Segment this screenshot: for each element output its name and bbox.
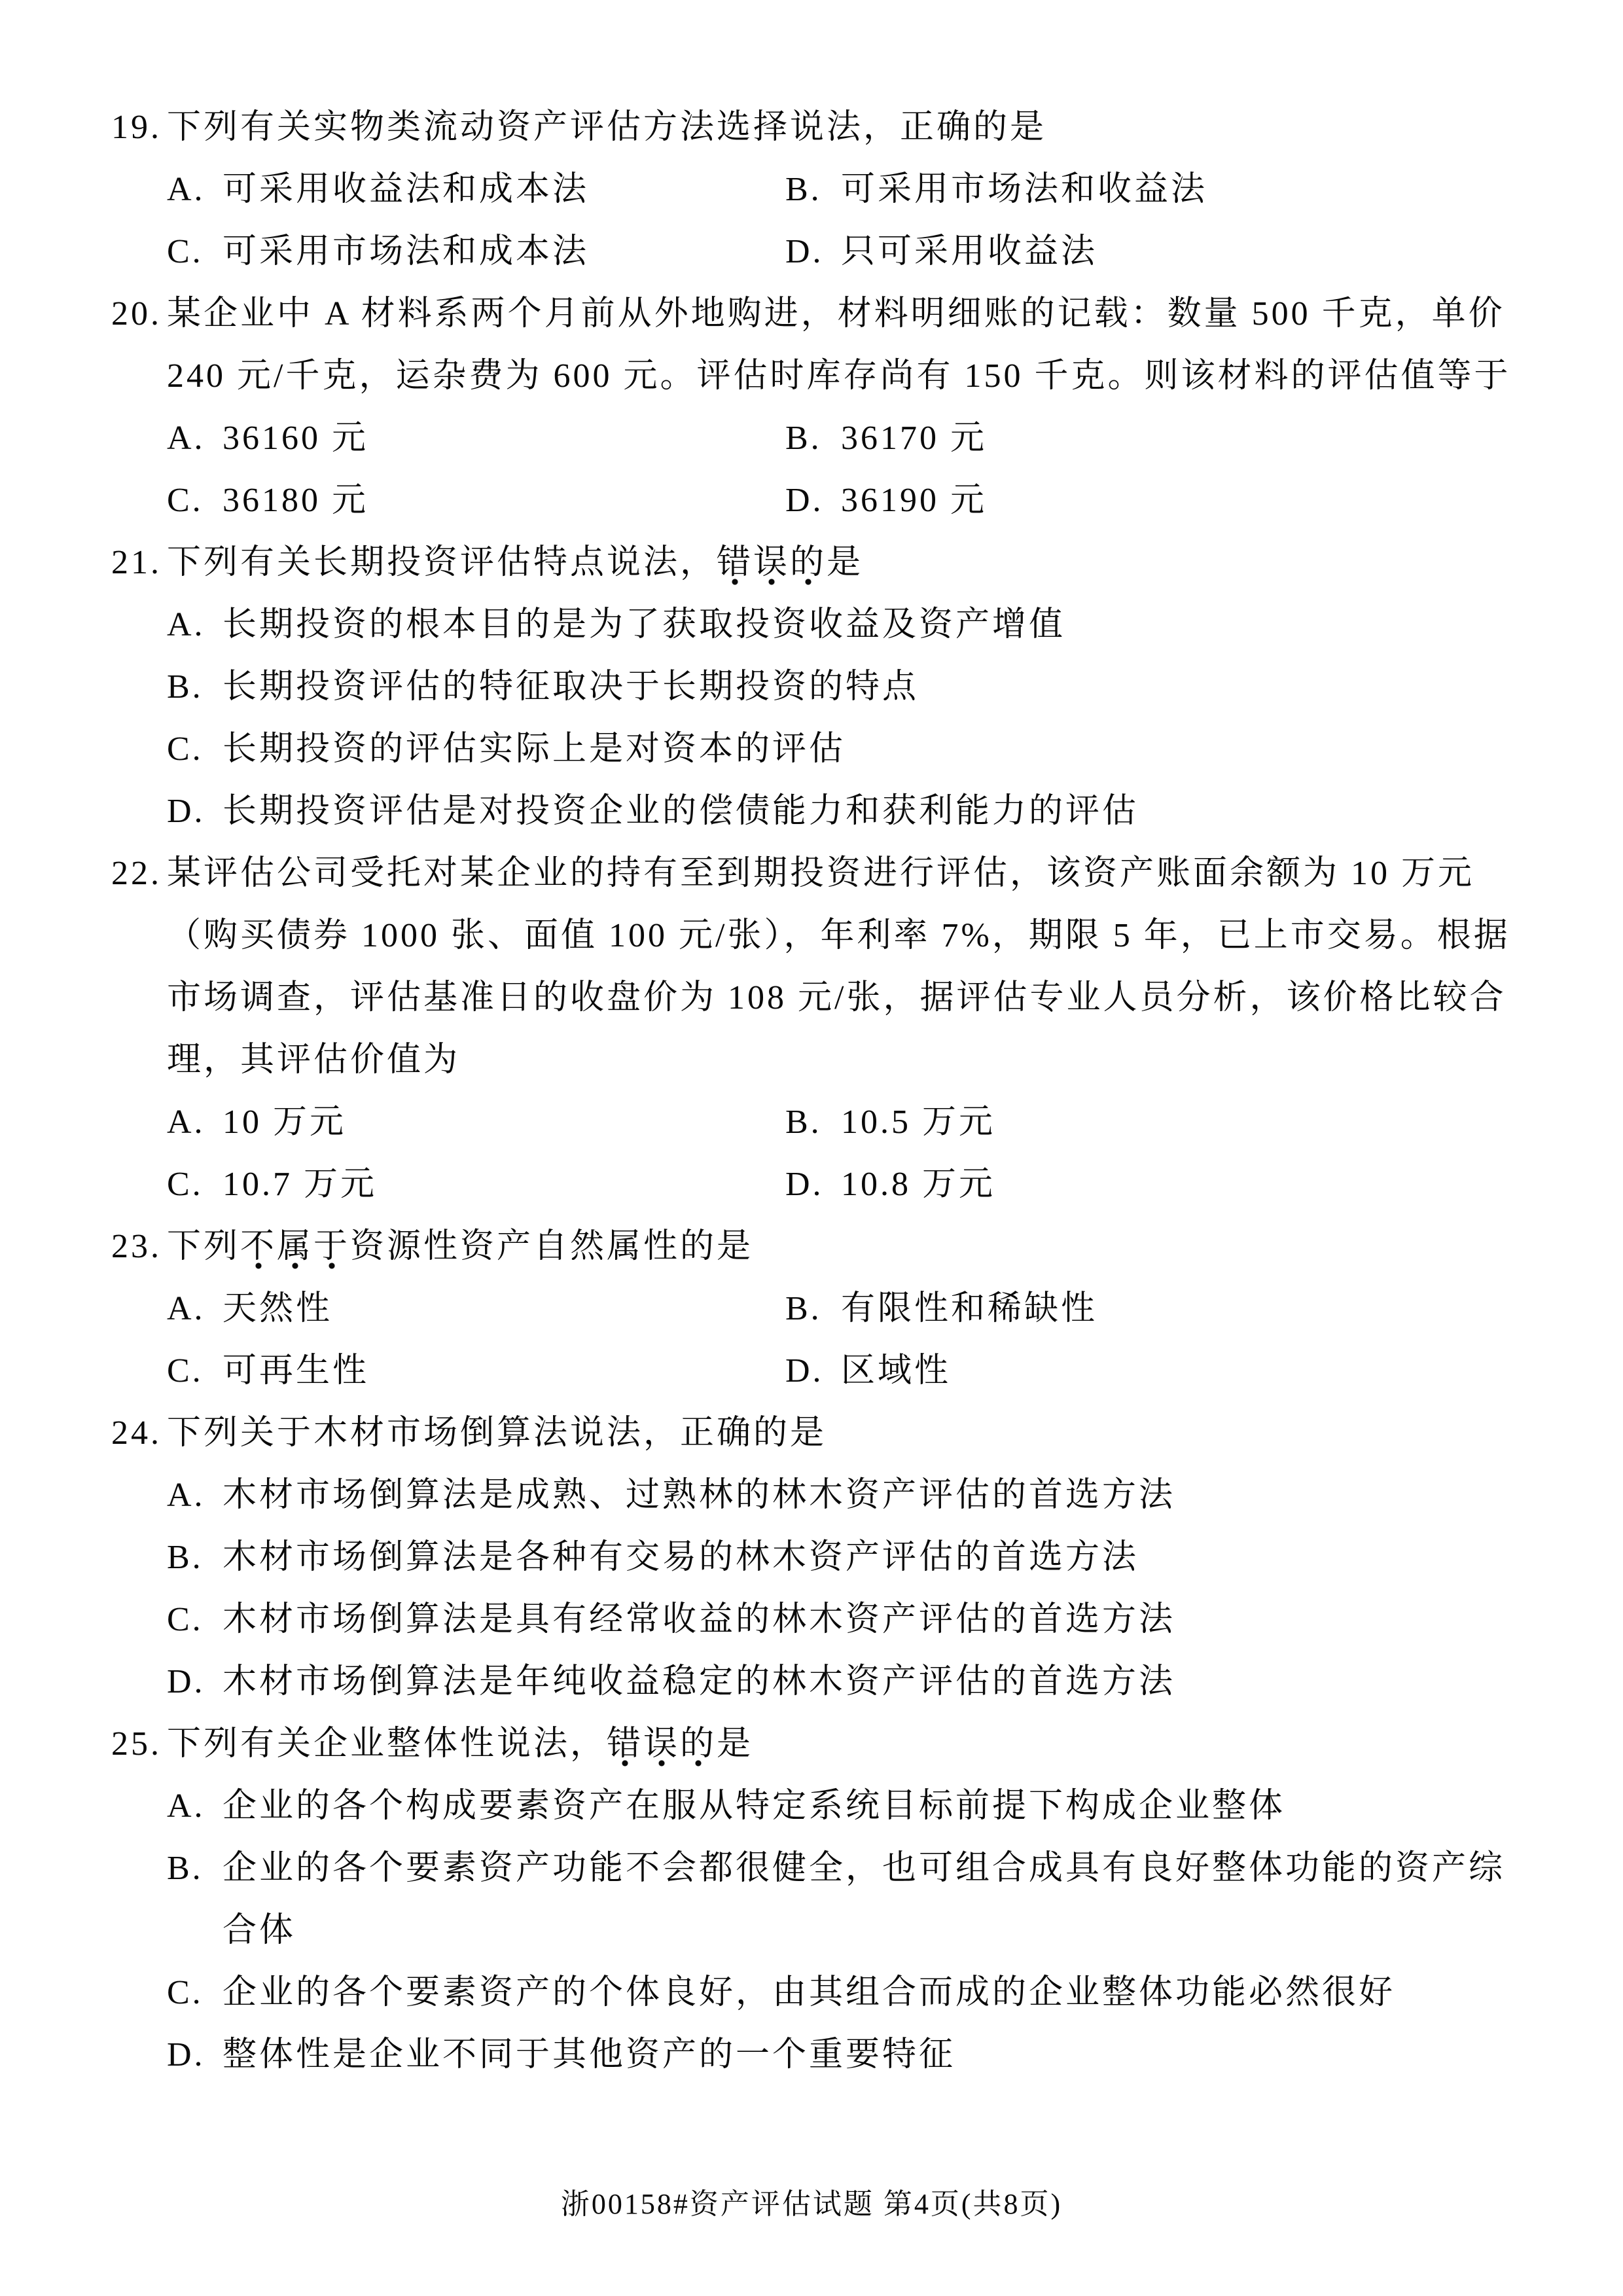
option-letter: A.: [167, 1477, 205, 1514]
option-letter: B.: [785, 1290, 822, 1327]
option-text: 可再生性: [223, 1352, 370, 1390]
option-text: 合体: [223, 1912, 296, 1949]
option-row: [167, 469, 1535, 531]
option-letter: B.: [167, 668, 204, 706]
option-text: 木材市场倒算法是年纯收益稳定的林木资产评估的首选方法: [223, 1663, 1176, 1700]
option-text: 可采用收益法和成本法: [223, 171, 590, 208]
option: [167, 1153, 785, 1215]
stem-text: 下列有关长期投资评估特点说法，: [167, 544, 717, 581]
page-footer: [0, 2173, 1623, 2235]
question-stem-line: [167, 1029, 1535, 1091]
option-letter: C.: [167, 482, 204, 519]
stem-text: 下列有关企业整体性说法，: [167, 1725, 607, 1763]
option-row: [167, 407, 1535, 469]
option: [167, 1278, 785, 1340]
option-text: 区域性: [841, 1352, 952, 1390]
question-body: [167, 1402, 1535, 1713]
option-letter: C.: [167, 1352, 204, 1390]
option-text: 长期投资的评估实际上是对资本的评估: [223, 730, 846, 768]
option: [785, 407, 1535, 469]
option-row: [167, 1153, 1535, 1215]
option-row: [167, 1278, 1535, 1340]
question-body: [167, 1713, 1535, 2086]
stem-text: 某评估公司受托对某企业的持有至到期投资进行评估，该资产账面余额为 10 万元: [167, 855, 1475, 892]
stem-text: 是: [827, 544, 864, 581]
option: [785, 1153, 1535, 1215]
option: [167, 469, 785, 531]
question-stem-line: [167, 842, 1535, 905]
option: [167, 780, 1535, 842]
option-letter: D.: [167, 793, 205, 830]
footer-text: 浙00158#资产评估试题 第4页(共8页): [560, 2188, 1063, 2220]
question-body: [167, 842, 1535, 1215]
option-letter: A.: [167, 606, 205, 643]
option: [167, 1091, 785, 1153]
question-number: 23.: [111, 1228, 162, 1265]
question-body: [167, 1215, 1535, 1402]
question: [111, 1215, 1535, 1402]
stem-emphasis-text: 错误的: [717, 544, 827, 585]
stem-text: 是: [717, 1725, 754, 1763]
stem-text: 理，其评估价值为: [167, 1041, 461, 1079]
option-letter: B.: [167, 1850, 204, 1887]
option-text: 企业的各个要素资产功能不会都很健全，也可组合成具有良好整体功能的资产综: [223, 1850, 1506, 1887]
option-text: 天然性: [223, 1290, 333, 1327]
option-letter: C.: [167, 233, 204, 270]
option-letter: A.: [167, 1290, 205, 1327]
option-letter: D.: [785, 1352, 824, 1390]
option: [785, 469, 1535, 531]
option-letter: D.: [785, 233, 824, 270]
question-stem-line: [167, 1215, 1535, 1278]
option: [167, 221, 785, 283]
option-text: 10 万元: [223, 1103, 347, 1141]
option-letter: D.: [785, 482, 824, 519]
option-text: 10.7 万元: [223, 1166, 378, 1203]
question-stem-line: [167, 1402, 1535, 1464]
question: [111, 96, 1535, 283]
option-letter: D.: [167, 1663, 205, 1700]
option-row: [167, 221, 1535, 283]
option-text: 36180 元: [223, 482, 369, 519]
stem-emphasis-text: 不属于: [240, 1228, 350, 1269]
option: [167, 656, 1535, 718]
option-letter: C.: [167, 1974, 204, 2011]
option-letter: C.: [167, 1601, 204, 1638]
option: [167, 407, 785, 469]
option: [785, 221, 1535, 283]
stem-text: 市场调查，评估基准日的收盘价为 108 元/张，据评估专业人员分析，该价格比较合: [167, 979, 1507, 1016]
question-body: [167, 531, 1535, 842]
question-stem-line: [167, 1713, 1535, 1775]
option: [167, 594, 1535, 656]
question: [111, 283, 1535, 531]
option: [167, 718, 1535, 780]
option-text: 木材市场倒算法是成熟、过熟林的林木资产评估的首选方法: [223, 1477, 1176, 1514]
option-letter: A.: [167, 1103, 205, 1141]
option-letter: B.: [785, 171, 822, 208]
option: [785, 1278, 1535, 1340]
option-row: [167, 158, 1535, 221]
question-stem-line: [167, 967, 1535, 1029]
option: [167, 158, 785, 221]
question-body: [167, 283, 1535, 531]
option-text: 长期投资的根本目的是为了获取投资收益及资产增值: [223, 606, 1066, 643]
option-letter: C.: [167, 1166, 204, 1203]
option: [167, 1526, 1535, 1588]
stem-text: 下列有关实物类流动资产评估方法选择说法，正确的是: [167, 109, 1047, 146]
option: [167, 1588, 1535, 1651]
option-letter: A.: [167, 1787, 205, 1825]
stem-text: 240 元/千克，运杂费为 600 元。评估时库存尚有 150 千克。则该材料的评估值等于: [167, 357, 1511, 395]
option-letter: B.: [785, 1103, 822, 1141]
option-letter: D.: [167, 2036, 205, 2073]
question-number: 22.: [111, 855, 162, 892]
option: [785, 1091, 1535, 1153]
question-stem-line: [167, 345, 1535, 407]
option: [167, 1651, 1535, 1713]
option-text: 木材市场倒算法是各种有交易的林木资产评估的首选方法: [223, 1539, 1139, 1576]
question-number: 25.: [111, 1725, 162, 1763]
option-text: 有限性和稀缺性: [841, 1290, 1098, 1327]
question-number: 24.: [111, 1414, 162, 1452]
question: [111, 531, 1535, 842]
option-row: [167, 1340, 1535, 1402]
option: [167, 1837, 1535, 1899]
option-letter: B.: [785, 420, 822, 457]
option-letter: D.: [785, 1166, 824, 1203]
question: [111, 842, 1535, 1215]
stem-emphasis-text: 错误的: [607, 1725, 717, 1767]
option-row: [167, 1091, 1535, 1153]
option-letter: C.: [167, 730, 204, 768]
option-continuation: [167, 1899, 1535, 1962]
option-text: 长期投资评估的特征取决于长期投资的特点: [223, 668, 919, 706]
option-text: 可采用市场法和成本法: [223, 233, 590, 270]
option: [167, 1775, 1535, 1837]
option-letter: A.: [167, 420, 205, 457]
question-stem-line: [167, 283, 1535, 345]
option-text: 可采用市场法和收益法: [841, 171, 1208, 208]
question-number: 20.: [111, 295, 162, 332]
option-letter: B.: [167, 1539, 204, 1576]
option: [167, 2024, 1535, 2086]
stem-text: 下列: [167, 1228, 241, 1265]
option-text: 企业的各个构成要素资产在服从特定系统目标前提下构成企业整体: [223, 1787, 1286, 1825]
stem-text: 资源性资产自然属性的是: [350, 1228, 754, 1265]
option-text: 长期投资评估是对投资企业的偿债能力和获利能力的评估: [223, 793, 1139, 830]
question: [111, 1402, 1535, 1713]
stem-text: （购买债券 1000 张、面值 100 元/张），年利率 7%，期限 5 年，已上市交易。根据: [167, 917, 1510, 954]
option: [785, 158, 1535, 221]
option-text: 36190 元: [841, 482, 988, 519]
option-text: 只可采用收益法: [841, 233, 1098, 270]
option-text: 10.5 万元: [841, 1103, 996, 1141]
question-stem-line: [167, 96, 1535, 158]
option-text: 木材市场倒算法是具有经常收益的林木资产评估的首选方法: [223, 1601, 1176, 1638]
option-letter: A.: [167, 171, 205, 208]
option-text: 10.8 万元: [841, 1166, 996, 1203]
question-number: 19.: [111, 109, 162, 146]
option-text: 企业的各个要素资产的个体良好，由其组合而成的企业整体功能必然很好: [223, 1974, 1396, 2011]
option: [167, 1962, 1535, 2024]
option-text: 36160 元: [223, 420, 369, 457]
option: [167, 1464, 1535, 1526]
question-list: [111, 96, 1535, 2086]
option-text: 整体性是企业不同于其他资产的一个重要特征: [223, 2036, 956, 2073]
stem-text: 下列关于木材市场倒算法说法，正确的是: [167, 1414, 827, 1452]
option: [167, 1340, 785, 1402]
option-text: 36170 元: [841, 420, 988, 457]
option: [785, 1340, 1535, 1402]
question-stem-line: [167, 905, 1535, 967]
question-body: [167, 96, 1535, 283]
question-number: 21.: [111, 544, 162, 581]
stem-text: 某企业中 A 材料系两个月前从外地购进，材料明细账的记载：数量 500 千克，单价: [167, 295, 1505, 332]
question-stem-line: [167, 531, 1535, 594]
question: [111, 1713, 1535, 2086]
